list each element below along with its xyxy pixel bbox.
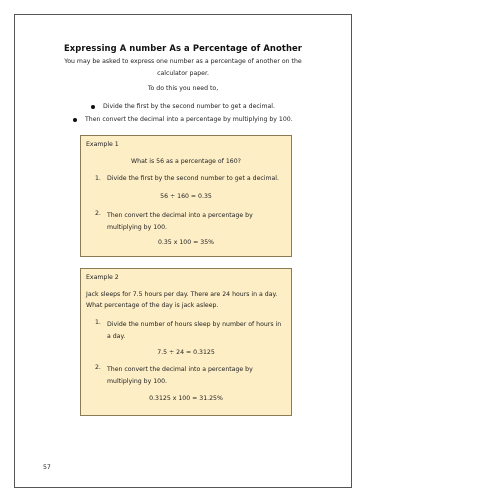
calculation: 0.35 x 100 = 35% xyxy=(157,239,215,246)
step-text: Then convert the decimal into a percentage by multiplying by 100. xyxy=(107,212,253,231)
list-item-text: Then convert the decimal into a percentage by multiplying by 100. xyxy=(85,116,293,123)
step-number: 2. xyxy=(95,210,101,217)
step-text: Divide the number of hours sleep by number of hours in a day. xyxy=(107,321,282,340)
calculation: 0.3125 x 100 = 31.25% xyxy=(149,395,223,402)
example-heading: Example 2 xyxy=(86,274,119,281)
todo-text: To do this you need to, xyxy=(147,85,219,92)
step-text: Divide the first by the second number to get a decimal. xyxy=(107,175,279,182)
step-number: 1. xyxy=(95,175,101,182)
page-title: Expressing A number As a Percentage of Another xyxy=(63,43,303,53)
example-question: What is 56 as a percentage of 160? xyxy=(131,158,241,165)
example-1-box xyxy=(80,135,292,257)
example-heading: Example 1 xyxy=(86,141,119,148)
list-item xyxy=(103,103,275,110)
bullet-icon xyxy=(91,105,95,109)
document-page xyxy=(14,14,352,488)
intro-text: You may be asked to express one number as a percentage of another on the calculator paper. xyxy=(64,58,302,77)
page-number: 57 xyxy=(43,464,51,471)
calculation: 7.5 ÷ 24 = 0.3125 xyxy=(157,349,215,356)
example-2-box xyxy=(80,268,292,416)
step-number: 1. xyxy=(95,319,101,326)
step-number: 2. xyxy=(95,364,101,371)
list-item-text: Divide the first by the second number to get a decimal. xyxy=(103,103,275,110)
list-item xyxy=(85,116,293,123)
step-text: Then convert the decimal into a percentage by multiplying by 100. xyxy=(107,366,253,385)
example-question: Jack sleeps for 7.5 hours per day. There are 24 hours in a day. What percentage of the day is jack asleep. xyxy=(86,291,278,309)
calculation: 56 ÷ 160 = 0.35 xyxy=(160,193,212,200)
bullet-icon xyxy=(73,118,77,122)
